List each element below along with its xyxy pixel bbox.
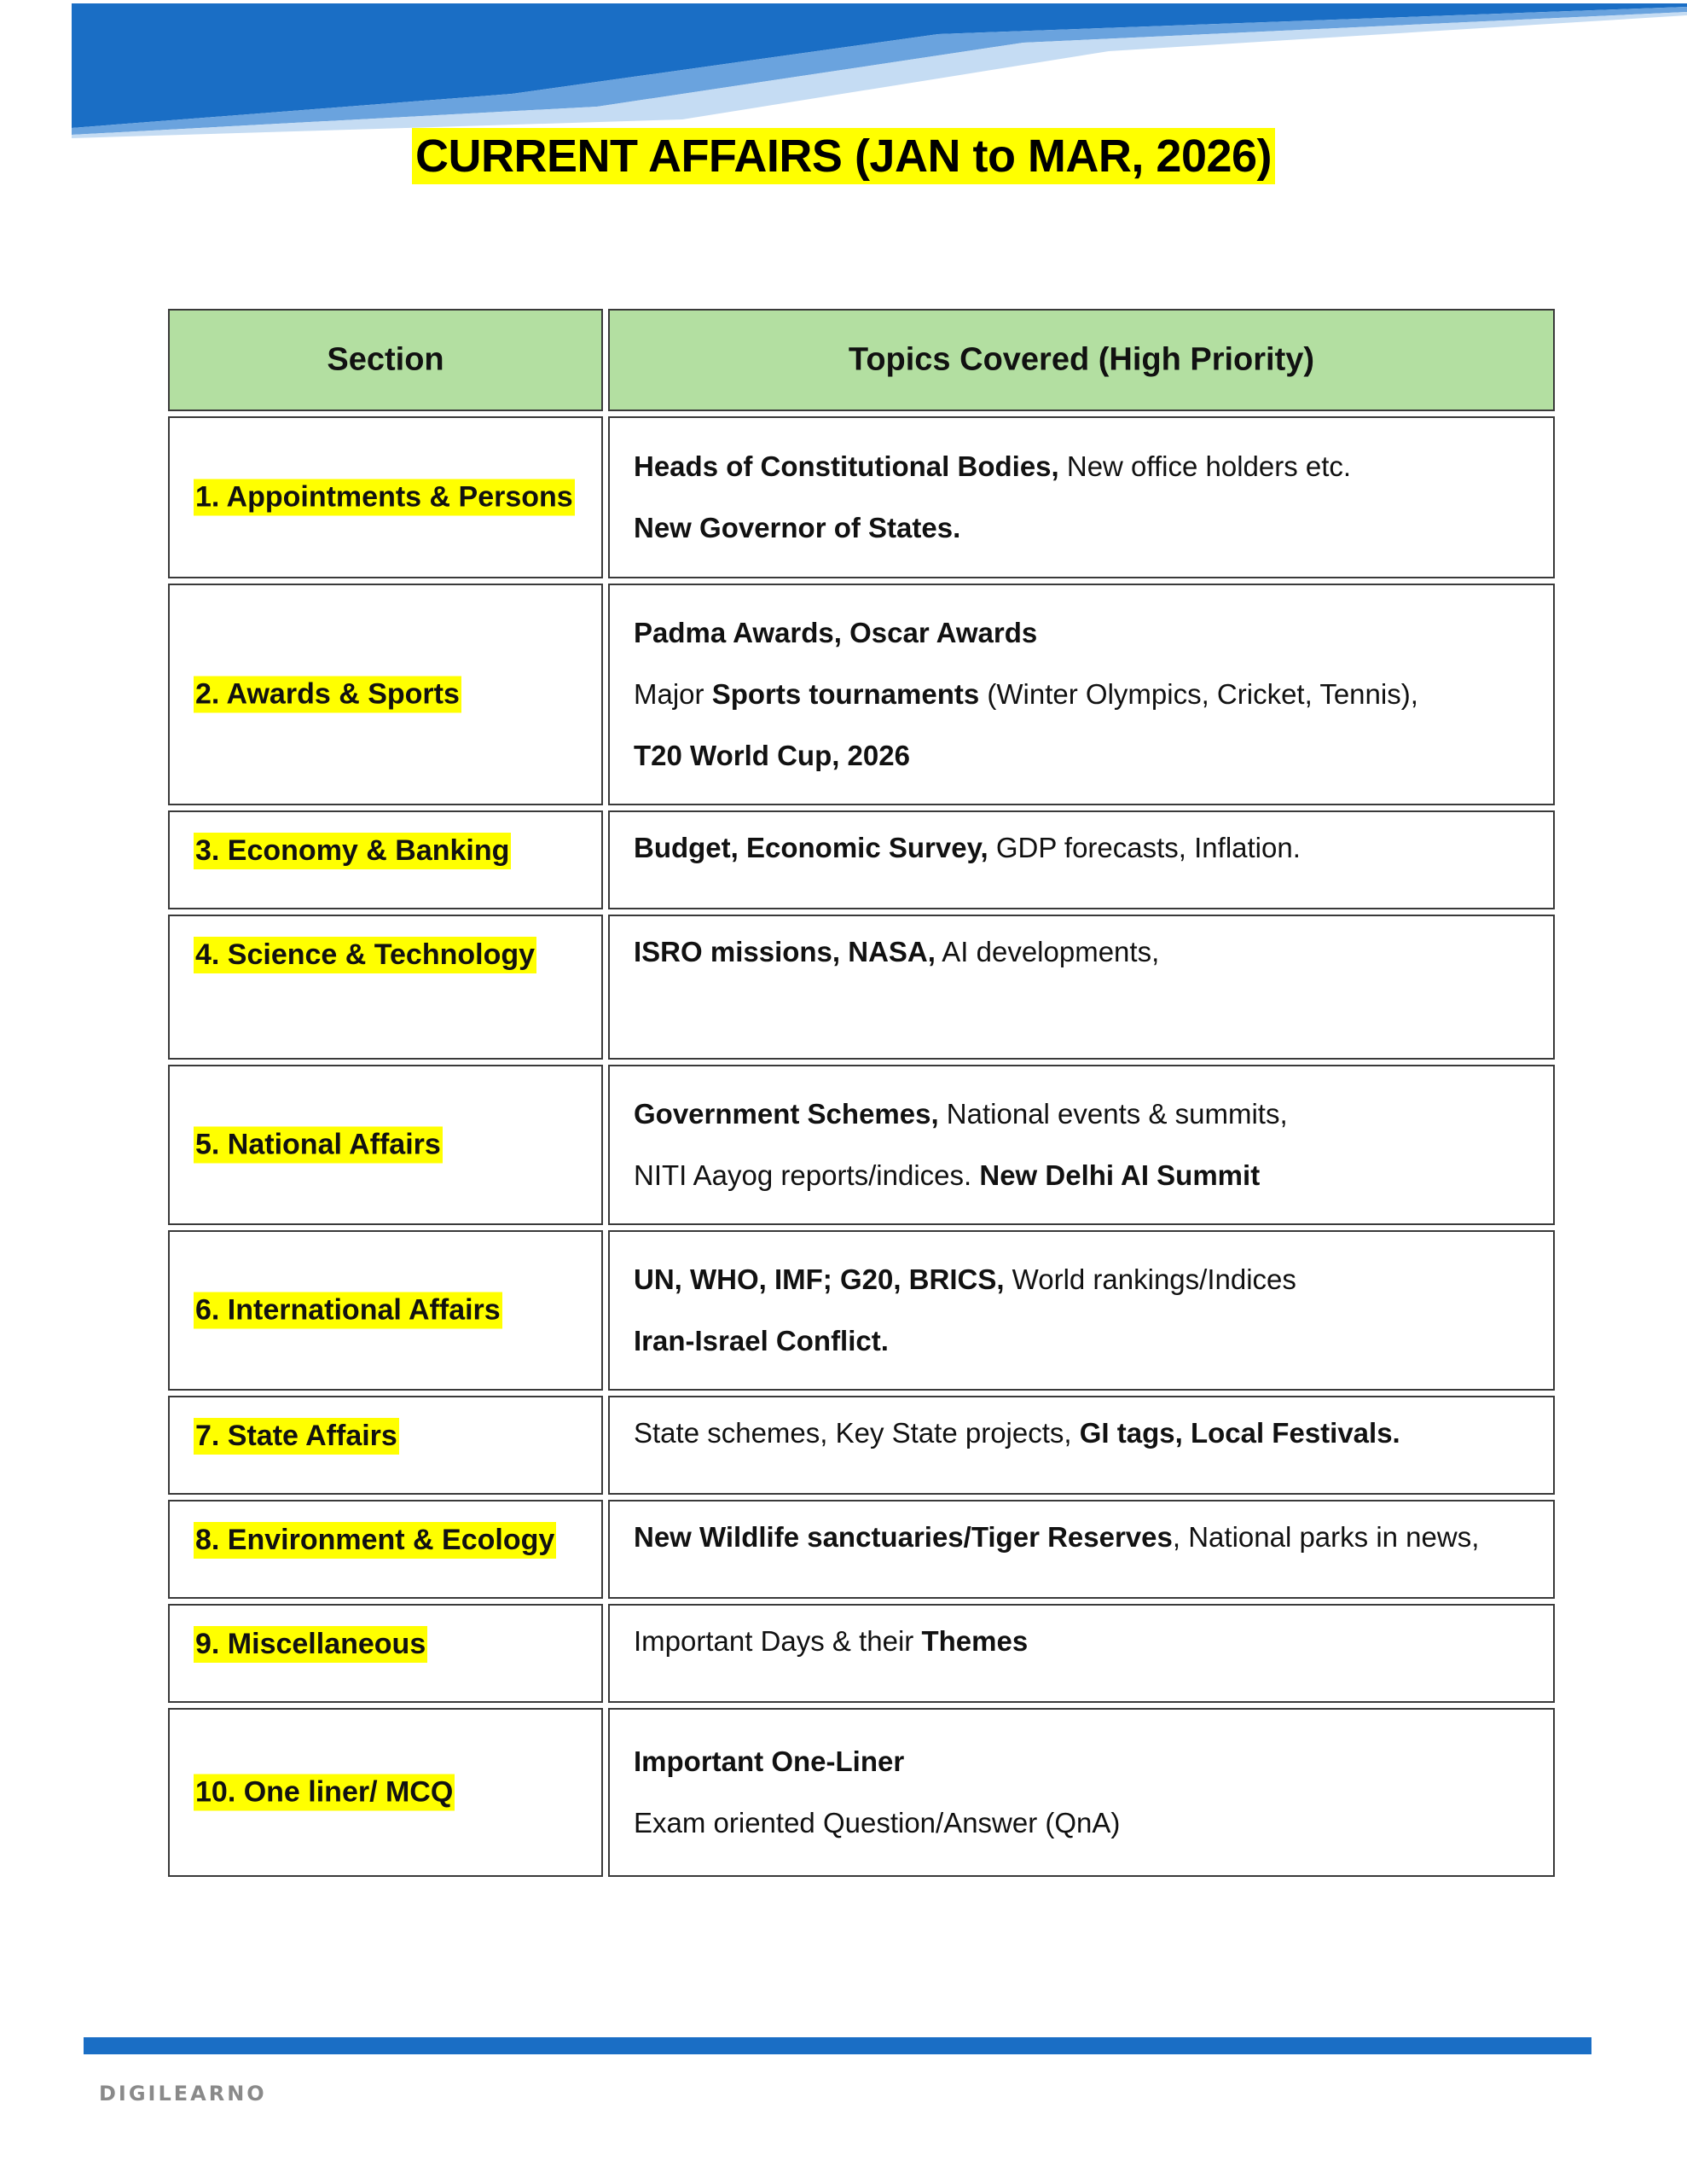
table-row [168, 1230, 1555, 1391]
topics-text [634, 937, 1536, 967]
table-row [168, 1708, 1555, 1877]
topic-bold-text: Themes [921, 1625, 1029, 1657]
topic-line [634, 1746, 1536, 1777]
topics-cell [608, 1708, 1555, 1877]
header-topics-label: Topics Covered (High Priority) [848, 341, 1315, 378]
header-cell-section [168, 309, 603, 411]
topics-text [634, 1264, 1536, 1356]
section-label: 3. Economy & Banking [194, 833, 511, 869]
topic-bold-text: Padma Awards, Oscar Awards [634, 617, 1038, 648]
topics-text [634, 1522, 1536, 1553]
table-header-row [168, 309, 1555, 411]
footer-bar [84, 2037, 1591, 2054]
topic-line [634, 1326, 1536, 1356]
topics-cell [608, 1065, 1555, 1225]
topics-text [634, 451, 1536, 543]
topic-line [634, 833, 1536, 863]
topics-text [634, 1626, 1536, 1657]
topics-cell [608, 915, 1555, 1060]
topic-text: National events & summits, [938, 1098, 1288, 1130]
topic-line [634, 741, 1536, 771]
topic-text: AI developments, [935, 936, 1160, 967]
topic-bold-text: Budget, Economic Survey, [634, 832, 988, 863]
section-label: 10. One liner/ MCQ [194, 1774, 455, 1811]
topic-bold-text: New Delhi AI Summit [979, 1159, 1261, 1191]
topics-text [634, 833, 1536, 863]
table-row [168, 915, 1555, 1060]
section-label: 2. Awards & Sports [194, 677, 461, 713]
header-banner [0, 0, 1687, 145]
section-cell [168, 1230, 603, 1391]
topics-text [634, 618, 1536, 771]
topic-text: State schemes, Key State projects, [634, 1417, 1080, 1449]
section-label: 8. Environment & Ecology [194, 1522, 556, 1559]
topic-line [634, 1264, 1536, 1295]
topics-cell [608, 416, 1555, 578]
section-label: 1. Appointments & Persons [194, 479, 575, 516]
topic-bold-text: Sports tournaments [711, 678, 980, 710]
section-cell [168, 1065, 603, 1225]
topics-cell [608, 584, 1555, 805]
table-row [168, 1396, 1555, 1495]
topic-text: Important Days & their [634, 1625, 922, 1657]
topic-text: New office holders etc. [1058, 450, 1352, 482]
topic-bold-text: New Governor of States. [634, 512, 961, 543]
topics-text [634, 1099, 1536, 1191]
topic-bold-text: GI tags, Local Festivals. [1079, 1417, 1400, 1449]
table-row [168, 810, 1555, 909]
topic-line [634, 1522, 1536, 1553]
topic-text: , National parks in news, [1172, 1521, 1480, 1553]
topics-cell [608, 1604, 1555, 1703]
topics-text [634, 1746, 1536, 1838]
topics-text [634, 1418, 1536, 1449]
section-cell [168, 915, 603, 1060]
topic-bold-text: T20 World Cup, 2026 [634, 740, 910, 771]
topic-line [634, 937, 1536, 967]
section-label: 5. National Affairs [194, 1127, 443, 1164]
table-row [168, 1065, 1555, 1225]
topic-text: NITI Aayog reports/indices. [634, 1159, 980, 1191]
topic-text: Major [634, 678, 712, 710]
section-label: 4. Science & Technology [194, 937, 536, 973]
topic-text: World rankings/Indices [1004, 1263, 1296, 1295]
header-section-label: Section [327, 341, 444, 378]
topics-cell [608, 1230, 1555, 1391]
topic-bold-text: Government Schemes, [634, 1098, 939, 1130]
section-cell [168, 810, 603, 909]
topics-cell [608, 810, 1555, 909]
topic-text: GDP forecasts, Inflation. [988, 832, 1301, 863]
topic-text: Exam oriented Question/Answer (QnA) [634, 1807, 1121, 1838]
topic-bold-text: New Wildlife sanctuaries/Tiger Reserves [634, 1521, 1173, 1553]
page-title: CURRENT AFFAIRS (JAN to MAR, 2026) [412, 128, 1275, 184]
topic-line [634, 513, 1536, 543]
section-label: 9. Miscellaneous [194, 1626, 427, 1663]
section-label: 6. International Affairs [194, 1292, 502, 1329]
footer-brand: DIGILEARNO [99, 2082, 267, 2106]
topics-cell [608, 1500, 1555, 1599]
table-row [168, 416, 1555, 578]
topic-bold-text: UN, WHO, IMF; G20, BRICS, [634, 1263, 1005, 1295]
topic-line [634, 1626, 1536, 1657]
section-cell [168, 1500, 603, 1599]
topic-line [634, 1418, 1536, 1449]
table-row [168, 1604, 1555, 1703]
section-cell [168, 416, 603, 578]
section-cell [168, 1396, 603, 1495]
section-cell [168, 1708, 603, 1877]
topic-line [634, 451, 1536, 482]
topic-bold-text: ISRO missions, NASA, [634, 936, 936, 967]
section-label: 7. State Affairs [194, 1418, 399, 1455]
section-cell [168, 584, 603, 805]
topic-bold-text: Important One-Liner [634, 1745, 905, 1777]
topic-line [634, 679, 1536, 710]
table-row [168, 1500, 1555, 1599]
header-cell-topics [608, 309, 1555, 411]
topic-bold-text: Iran-Israel Conflict. [634, 1325, 889, 1356]
topics-cell [608, 1396, 1555, 1495]
topic-text: (Winter Olympics, Cricket, Tennis), [979, 678, 1418, 710]
topic-line [634, 618, 1536, 648]
topic-line [634, 1099, 1536, 1130]
topic-line [634, 1160, 1536, 1191]
topic-line [634, 1808, 1536, 1838]
table-row [168, 584, 1555, 805]
topic-bold-text: Heads of Constitutional Bodies, [634, 450, 1059, 482]
section-cell [168, 1604, 603, 1703]
